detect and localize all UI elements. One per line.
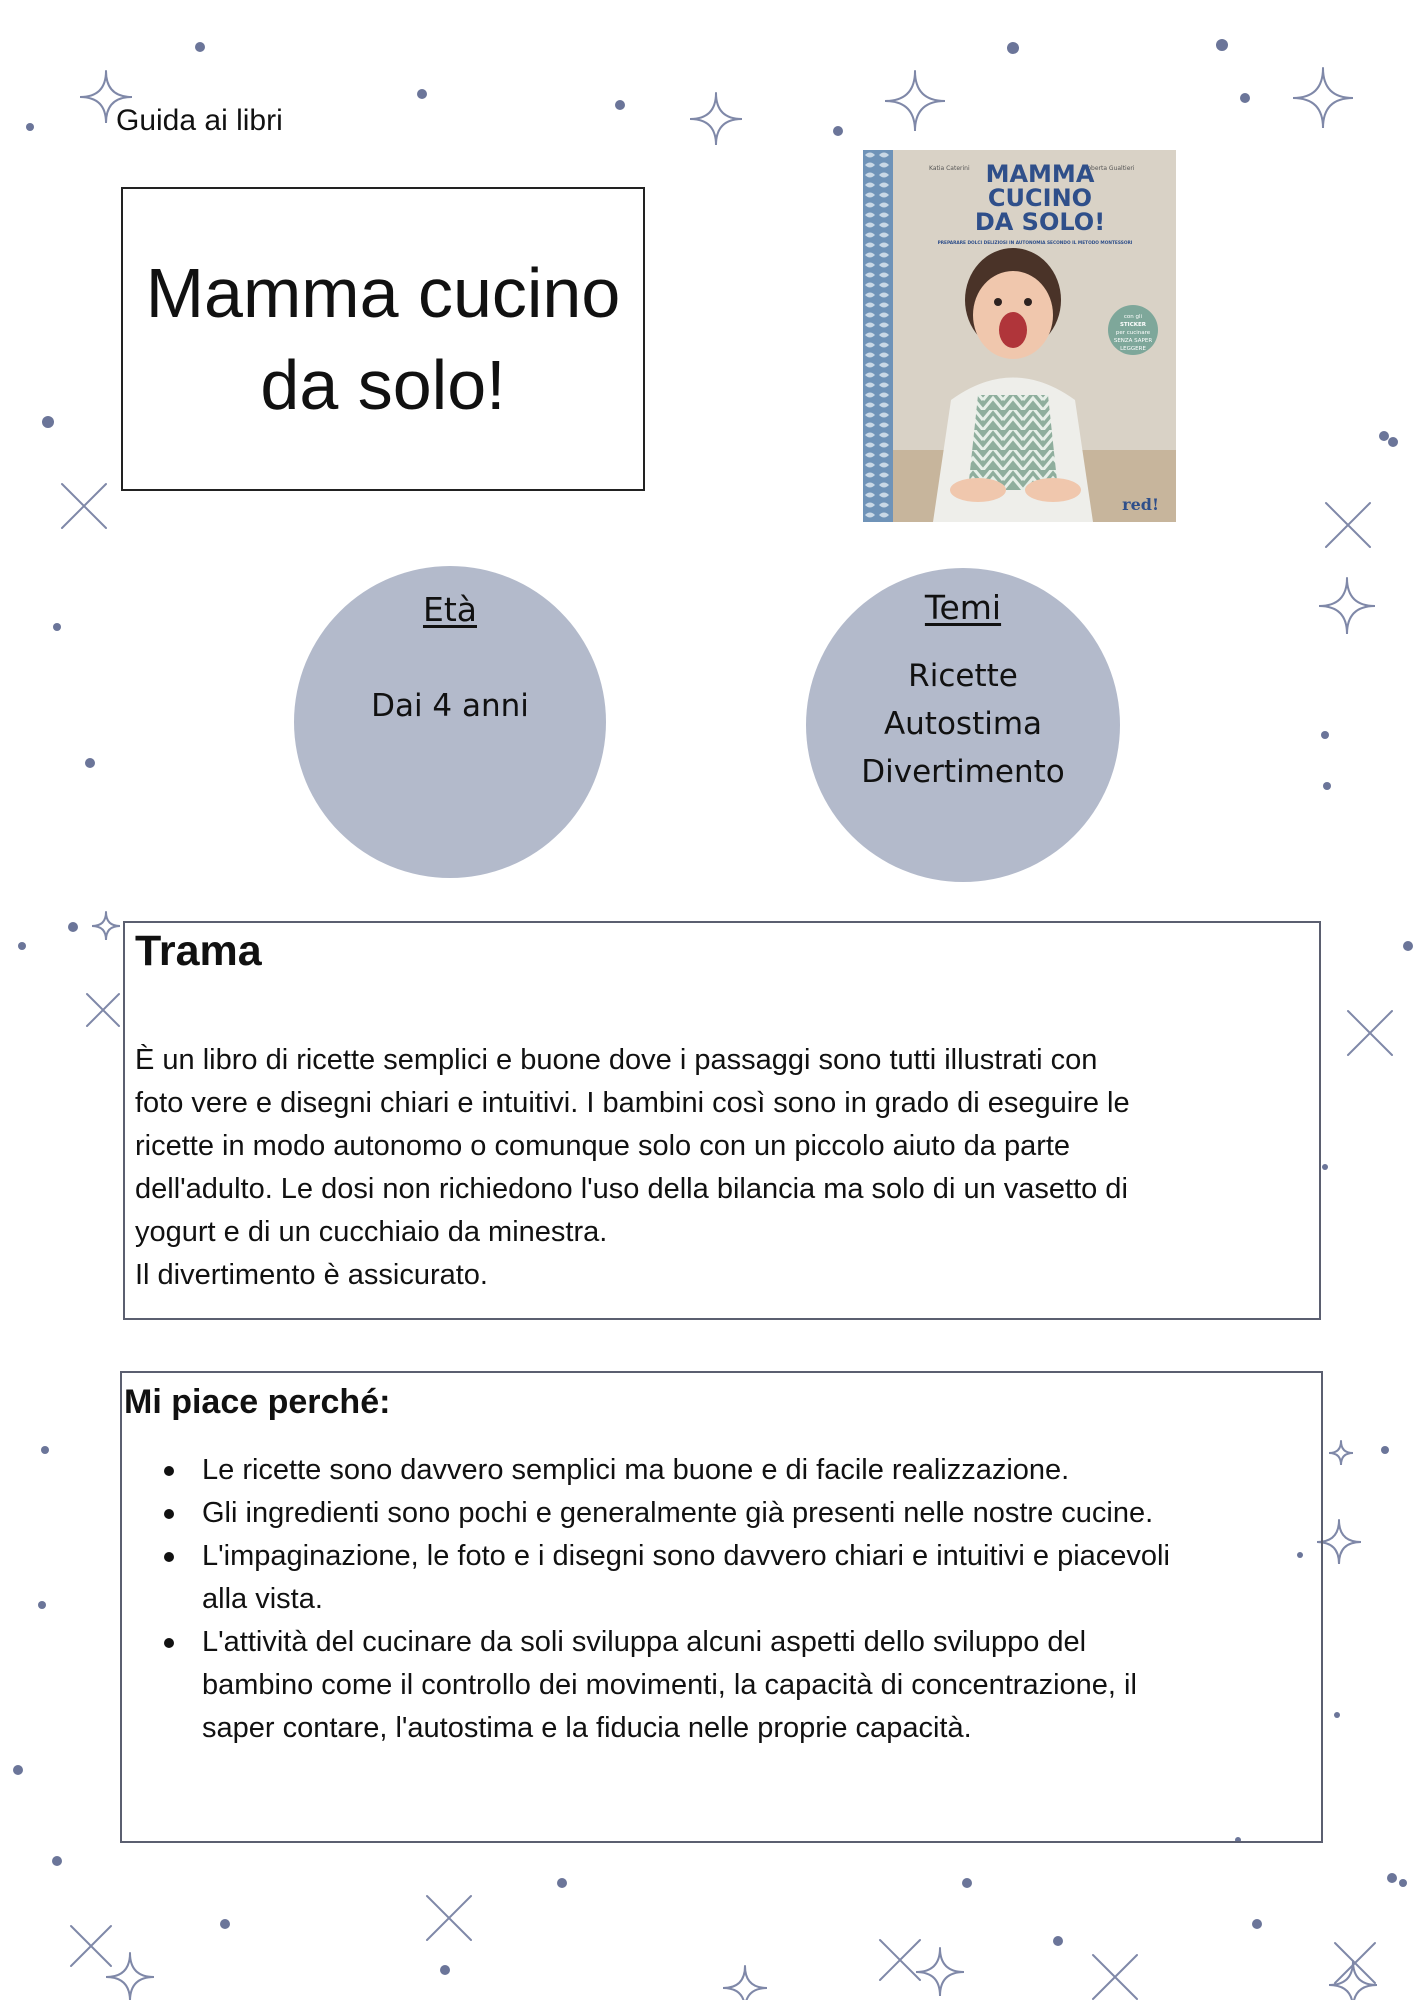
cross-star <box>1326 503 1370 547</box>
age-value: Dai 4 anni <box>371 688 529 724</box>
star-dot <box>13 1765 23 1775</box>
age-heading: Età <box>422 590 477 629</box>
star-dot <box>1240 93 1250 103</box>
star-dot <box>1321 731 1329 739</box>
star-dot <box>1322 1164 1328 1170</box>
star-dot <box>1388 437 1398 447</box>
cover-title-line1: CUCINO <box>987 184 1093 212</box>
star-dot <box>38 1601 46 1609</box>
star-dot <box>833 126 843 136</box>
book-title-line1: Mamma cucino <box>145 254 621 332</box>
reason-line: bambino come il controllo dei movimenti, la capacità di concentrazione, il <box>202 1669 1137 1701</box>
star-dot <box>1379 431 1389 441</box>
cover-badge-line1: STICKER <box>1119 322 1147 328</box>
star-dot <box>1007 42 1019 54</box>
reason-item <box>176 1449 1326 1492</box>
plot-line: Il divertimento è assicurato. <box>135 1259 488 1291</box>
plot-text <box>135 1039 1305 1297</box>
book-cover-image <box>863 150 1176 522</box>
title-box <box>121 187 645 491</box>
cover-badge-line4: LEGGERE <box>1120 346 1146 352</box>
star-dot <box>417 89 427 99</box>
cover-badge-line0: con gli <box>1123 314 1143 320</box>
star-dot <box>557 1878 567 1888</box>
star-dot <box>1334 1712 1340 1718</box>
plot-line: È un libro di ricette semplici e buone dove i passaggi sono tutti illustrati con <box>135 1044 1098 1076</box>
reason-line: Gli ingredienti sono pochi e generalmente già presenti nelle nostre cucine. <box>202 1497 1154 1529</box>
sparkle-star <box>1293 68 1353 128</box>
cross-star <box>71 1926 111 1966</box>
star-dot <box>53 623 61 631</box>
theme-item: Divertimento <box>861 754 1065 790</box>
reasons-box <box>120 1371 1323 1843</box>
cover-title-line2: DA SOLO! <box>974 208 1106 236</box>
star-dot <box>1053 1936 1063 1946</box>
sparkle-star <box>723 1966 767 2000</box>
cover-author-left: Katia Caterini <box>929 165 970 172</box>
star-dot <box>1399 1879 1407 1887</box>
sparkle-star <box>916 1948 964 1996</box>
theme-item: Ricette <box>908 658 1018 694</box>
sparkle-star <box>92 912 120 940</box>
plot-line: foto vere e disegni chiari e intuitivi. I bambini così sono in grado di eseguire le <box>135 1087 1130 1119</box>
reason-line: Le ricette sono davvero semplici ma buone e di facile realizzazione. <box>202 1454 1070 1486</box>
theme-item: Autostima <box>883 706 1043 742</box>
cross-star <box>1093 1955 1137 1999</box>
star-dot <box>85 758 95 768</box>
cover-badge-line2: per cucinare <box>1115 330 1151 336</box>
star-dot <box>220 1919 230 1929</box>
reason-line: L'attività del cucinare da soli sviluppa alcuni aspetti dello sviluppo del <box>202 1626 1087 1658</box>
cross-star <box>1348 1011 1392 1055</box>
plot-heading: Trama <box>135 927 262 975</box>
star-dot <box>195 42 205 52</box>
reasons-list <box>152 1449 1326 1750</box>
reason-line: alla vista. <box>202 1583 323 1615</box>
star-dot <box>42 416 54 428</box>
star-dot <box>1381 1446 1389 1454</box>
star-dot <box>1387 1873 1397 1883</box>
sparkle-star <box>885 71 945 131</box>
plot-line: yogurt e di un cucchiaio da minestra. <box>135 1216 608 1248</box>
cross-star <box>427 1896 471 1940</box>
themes-heading: Temi <box>924 588 1002 627</box>
plot-box <box>123 921 1321 1320</box>
cross-star <box>87 994 119 1026</box>
cover-subtitle: PREPARARE DOLCI DELIZIOSI IN AUTONOMIA SECONDO IL METODO MONTESSORI <box>937 241 1133 246</box>
sparkle-star <box>1329 1441 1353 1465</box>
sparkle-star <box>106 1953 154 2000</box>
cover-title-line0: MAMMA <box>985 160 1095 188</box>
themes-circle <box>806 568 1120 882</box>
reason-item <box>176 1621 1326 1750</box>
cover-author-right: Roberta Gualtieri <box>1083 165 1135 172</box>
cover-publisher: red! <box>1122 495 1159 514</box>
cross-star <box>62 484 106 528</box>
star-dot <box>615 100 625 110</box>
section-label: Guida ai libri <box>116 104 283 137</box>
cover-badge-line3: SENZA SAPER <box>1113 338 1153 344</box>
star-dot <box>68 922 78 932</box>
themes-list <box>806 652 1120 796</box>
star-dot <box>18 942 26 950</box>
star-dot <box>962 1878 972 1888</box>
plot-line: ricette in modo autonomo o comunque solo con un piccolo aiuto da parte <box>135 1130 1071 1162</box>
star-dot <box>1216 39 1228 51</box>
book-title <box>146 247 621 431</box>
cross-star <box>1335 1943 1375 1983</box>
reasons-heading: Mi piace perché: <box>124 1383 391 1421</box>
star-dot <box>52 1856 62 1866</box>
star-dot <box>26 123 34 131</box>
age-circle <box>294 566 606 878</box>
reason-item <box>176 1492 1326 1535</box>
star-dot <box>440 1965 450 1975</box>
star-dot <box>41 1446 49 1454</box>
reason-line: saper contare, l'autostima e la fiducia nelle proprie capacità. <box>202 1712 972 1744</box>
reason-line: L'impaginazione, le foto e i disegni sono davvero chiari e intuitivi e piacevoli <box>202 1540 1170 1572</box>
star-dot <box>1403 941 1413 951</box>
plot-line: dell'adulto. Le dosi non richiedono l'uso della bilancia ma solo di un vasetto di <box>135 1173 1128 1205</box>
star-dot <box>1252 1919 1262 1929</box>
sparkle-star <box>690 93 742 145</box>
book-title-line2: da solo! <box>260 346 506 424</box>
cross-star <box>880 1940 920 1980</box>
star-dot <box>1323 782 1331 790</box>
reason-item <box>176 1535 1326 1621</box>
sparkle-star <box>1319 578 1375 634</box>
